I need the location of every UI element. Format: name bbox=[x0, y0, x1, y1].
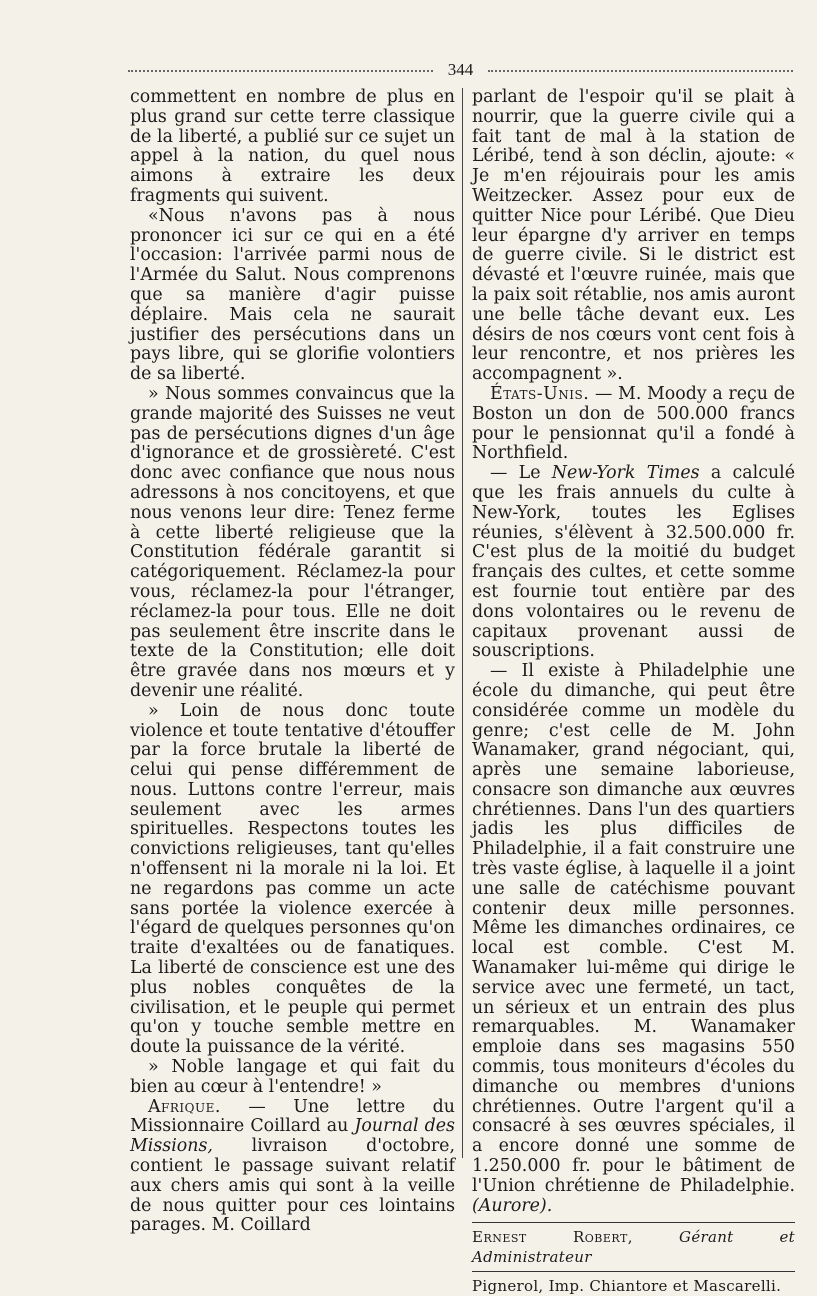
imprint-printer: Pignerol, Imp. Chiantore et Mascarelli. bbox=[472, 1277, 782, 1296]
page-number: 344 bbox=[447, 60, 474, 79]
right-column bbox=[472, 88, 795, 1296]
header-rule-right bbox=[488, 70, 793, 72]
imprint-middle-rule bbox=[472, 1271, 795, 1272]
new-york-text-a: — Le bbox=[490, 463, 552, 484]
page-header bbox=[128, 60, 793, 82]
afrique-text-a: — Une lettre du Missionnaire Coillard au bbox=[130, 1096, 455, 1137]
section-heading-etats-unis: États-Unis. bbox=[490, 383, 590, 404]
new-york-text-b: a calculé que les frais annuels du culte à New-York, toutes les Eglises réunies, s'élèvent à 32.500.000 fr. C'est plus de la moitié du budget français des cultes, et cette somme est fournie tout entière par des dons volontaires ou le revenu de capitaux provenant aussi de souscriptions. bbox=[472, 463, 796, 662]
left-paragraph-1: commettent en nombre de plus en plus grand sur cette terre classique de la liberté, a publié sur ce sujet un appel à la nation, du quel nous aimons à extraire les deux fragments qui suivent. bbox=[130, 87, 455, 206]
imprint-top-rule bbox=[472, 1222, 795, 1223]
newspaper-title: New-York Times bbox=[551, 463, 700, 484]
left-paragraph-3: » Nous sommes convaincus que la grande majorité des Suisses ne veut pas de persécutions dignes d'un âge d'ignorance et de grossièreté. C'est donc avec confiance que nous nous adressons à nos concitoyens, et que nous venons leur dire: Tenez ferme à cette liberté religieuse que la Constitution fédérale garantit si catégoriquement. Réclamez-la pour vous, réclamez-la pour l'étranger, réclamez-la pour tous. Elle ne doit pas seulement être inscrite dans le texte de la Constitution; elle doit être gravée dans nos mœurs et y devenir une réalité. bbox=[130, 383, 455, 701]
journal-title: Journal des Missions, bbox=[130, 1116, 455, 1157]
left-paragraph-2: «Nous n'avons pas à nous prononcer ici sur ce qui en a été l'occasion: l'arrivée parmi nous de l'Armée du Salut. Nous comprenons que sa manière d'agir puisse déplaire. Mais cela ne saurait justifier des persécutions dans un pays libre, qui se glorifie volontiers de sa liberté. bbox=[130, 205, 455, 385]
section-heading-afrique: Afrique. bbox=[148, 1096, 221, 1117]
right-paragraph-etats-unis bbox=[472, 385, 795, 464]
left-paragraph-5: » Noble langage et qui fait du bien au cœur à l'entendre! » bbox=[130, 1057, 455, 1097]
left-paragraph-afrique bbox=[130, 1098, 455, 1237]
header-rule-left bbox=[128, 70, 433, 72]
afrique-text-b: livraison d'octobre, contient le passage suivant relatif aux chers amis qui sont à la veille de nous quitter pour ces lointains parages. M. Coillard bbox=[130, 1136, 455, 1236]
philadelphie-text: — Il existe à Philadelphie une école du dimanche, qui peut être considérée comme un modèle du genre; c'est celle de M. John Wanamaker, grand négociant, qui, après une semaine laborieuse, consacre son dimanche aux œuvres chrétiennes. Dans l'un des quartiers jadis les plus difficiles de Philadelphie, il a fait construire une très vaste église, à laquelle il a joint une salle de catéchisme pouvant contenir deux mille personnes. Même les dimanches ordinaires, ce local est comble. C'est M. Wanamaker lui-même qui dirige le service avec une fermeté, un tact, un sérieux et un entrain des plus remarquables. M. Wanamaker emploie dans ses magasins 550 commis, tous moniteurs d'écoles du dimanche ou membres d'unions chrétiennes. Outre l'argent qu'il a consacré à ses œuvres spéciales, il a encore donné une somme de 1.250.000 fr. pour le bâtiment de l'Union chrétienne de Philadelphie. bbox=[472, 661, 795, 1196]
column-divider bbox=[462, 88, 463, 1158]
right-paragraph-philadelphie bbox=[472, 662, 795, 1216]
right-paragraph-new-york bbox=[472, 464, 795, 662]
right-paragraph-1: parlant de l'espoir qu'il se plait à nourrir, que la guerre civile qui a fait tant de mal à la station de Léribé, tend à son déclin, ajoute: « Je m'en réjouirais pour les amis Weitzecker. Assez pour eux de quitter Nice pour Léribé. Que Dieu leur épargne d'y arriver en temps de guerre civile. Si le district est dévasté et l'œuvre ruinée, mais que la paix soit rétablie, nos amis auront une belle tâche devant eux. Les désirs de nos cœurs vont cent fois à leur rencontre, et nos prières les accompagnent ». bbox=[472, 87, 795, 385]
source-attribution: (Aurore). bbox=[472, 1195, 553, 1216]
left-paragraph-4: » Loin de nous donc toute violence et toute tentative d'étouffer par la force brutale la liberté de celui qui pense différemment de nous. Luttons contre l'erreur, mais seulement avec les armes spirituelles. Respectons toutes les convictions religieuses, tant qu'elles n'offensent ni la morale ni la loi. Et ne regardons pas comme un acte sans portée la violence exercée à l'égard de quelques personnes qu'on traite d'exaltées ou de fanatiques. La liberté de conscience est une des plus nobles conquêtes de la civilisation, et le peuple qui permet qu'on y touche semble mettre en doute la puissance de la vérité. bbox=[130, 700, 455, 1058]
imprint-name: Ernest Robert, bbox=[472, 1228, 634, 1247]
left-column bbox=[130, 88, 455, 1236]
imprint-manager bbox=[472, 1227, 795, 1267]
imprint-role: Gérant et Administrateur bbox=[472, 1228, 795, 1267]
etats-unis-text: — M. Moody a reçu de Boston un don de 500.000 francs pour le pensionnat qu'il a fondé à Northfield. bbox=[472, 383, 795, 464]
